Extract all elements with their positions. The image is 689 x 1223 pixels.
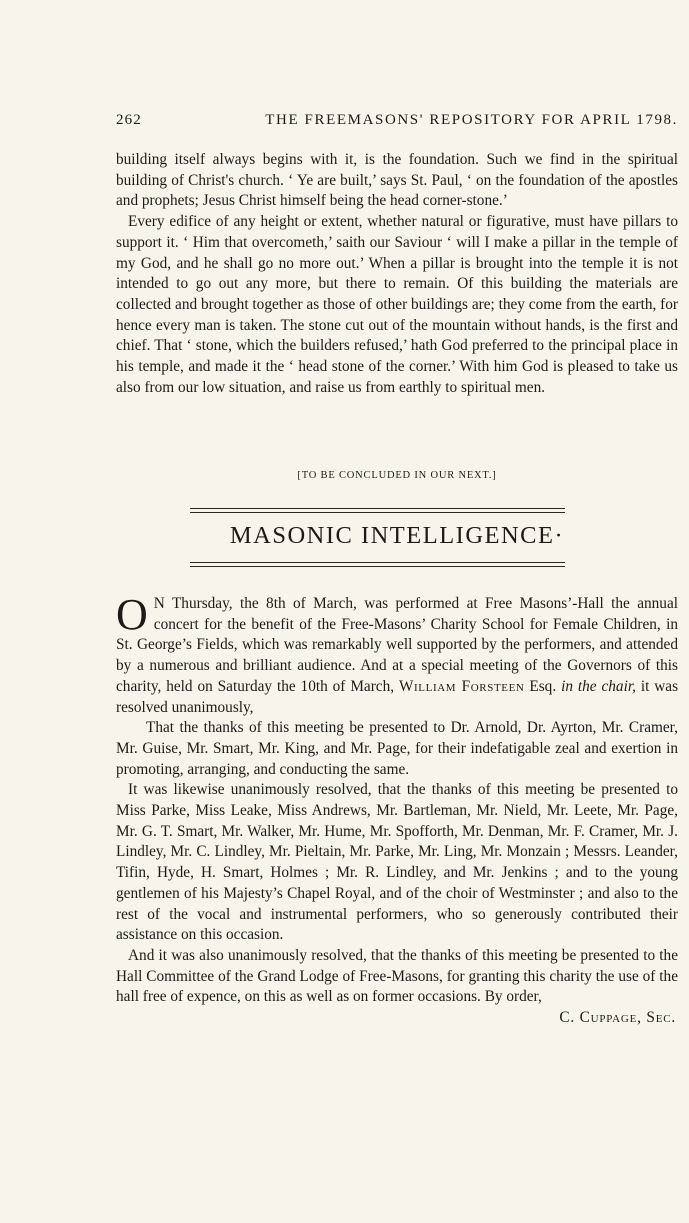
resolution-paragraph: It was likewise unanimously resolved, that the thanks of this meeting be presented to Miss Parke, Miss Leake, Miss Andrews, Mr. Bartleman, Mr. Nield, Mr. Leete, Mr. Page, Mr. G. T. Smart, Mr. Walker, Mr. Hume, Mr. Spofforth, Mr. Denman, Mr. F. Cramer, Mr. J. Lindley, Mr. C. Lindley, Mr. Pieltain, Mr. Parke, Mr. Ling, Mr. Monzain ; Messrs. Leander, Tifin, Hyde, H. Smart, Holmes ; Mr. R. Lindley, and Mr. Jenkins ; and to the young gentlemen of his Majesty’s Chapel Royal, and of the choir of Westminster ; and also to the rest of the vocal and instrumental performers, who so generously contributed their assistance on this occasion. (116, 781, 678, 944)
running-title: THE FREEMASONS' REPOSITORY FOR APRIL 1798. (265, 112, 678, 128)
heading-rule-bottom-double (190, 566, 565, 567)
heading-rule-top (190, 508, 565, 509)
intro-end: it was resolved unanimously, (116, 677, 679, 716)
chair-name: William Forsteen (399, 677, 525, 695)
resolution-paragraph: That the thanks of this meeting be presented to Dr. Arnold, Dr. Ayrton, Mr. Cramer, Mr. Guise, Mr. Smart, Mr. King, and Mr. Page, for their indefatigable zeal and exertion in promoting, arranging, and conducting the same. (116, 719, 678, 778)
intro-paragraph (116, 590, 679, 718)
heading-rule-bottom (190, 562, 565, 563)
intro-text: N Thursday, the 8th of March, was performed at Free Masons’-Hall the annual concert for the benefit of the Free-Masons’ Charity School for Female Children, in St. George’s Fields, which was remarkably well supported by the performers, and attended by a numerous and brilliant audience. And at a special meeting of the Governors of this charity, held on Saturday the 10th of March, (116, 595, 678, 695)
heading-rule-top-double (190, 512, 565, 513)
continuation-note: [TO BE CONCLUDED IN OUR NEXT.] (297, 470, 497, 481)
section-heading: MASONIC INTELLIGENCE· (229, 522, 565, 549)
resolution-paragraph: And it was also unanimously resolved, that the thanks of this meeting be presented to the Hall Committee of the Grand Lodge of Free-Masons, for granting this charity the use of the hall free of expence, on this as well as on former occasions. By order, (116, 946, 678, 1006)
drop-cap: O (116, 590, 148, 639)
article-paragraph: building itself always begins with it, is the foundation. Such we find in the spiritual building of Christ's church. ‘ Ye are built,’ says St. Paul, ‘ on the foundation of the apostles and prophets; Jesus Christ himself being the head corner-stone.’ (116, 151, 678, 210)
signature: C. Cuppage, Sec. (559, 1009, 676, 1027)
intro-chair: in the chair, (561, 677, 636, 695)
article-continuation (116, 150, 678, 398)
page-number: 262 (116, 112, 142, 128)
intro-esq: Esq. (529, 677, 557, 695)
article-paragraph: Every edifice of any height or extent, whether natural or figurative, must have pillars to support it. ‘ Him that overcometh,’ saith our Saviour ‘ will I make a pillar in the temple of my God, and he shall go no more out.’ When a pillar is brought into the temple it is not intended to go out any more, but there to remain. Of this building the materials are collected and brought together as those of other buildings are; they come from the earth, for hence every man is taken. The stone cut out of the mountain without hands, is the first and chief. That ‘ stone, which the builders refused,’ hath God preferred to the principal place in his temple, and made it the ‘ head stone of the corner.’ With him God is pleased to take us also from our low situation, and raise us from earthly to spiritual men. (116, 213, 678, 396)
running-head (116, 112, 678, 129)
section-body (116, 590, 679, 1029)
